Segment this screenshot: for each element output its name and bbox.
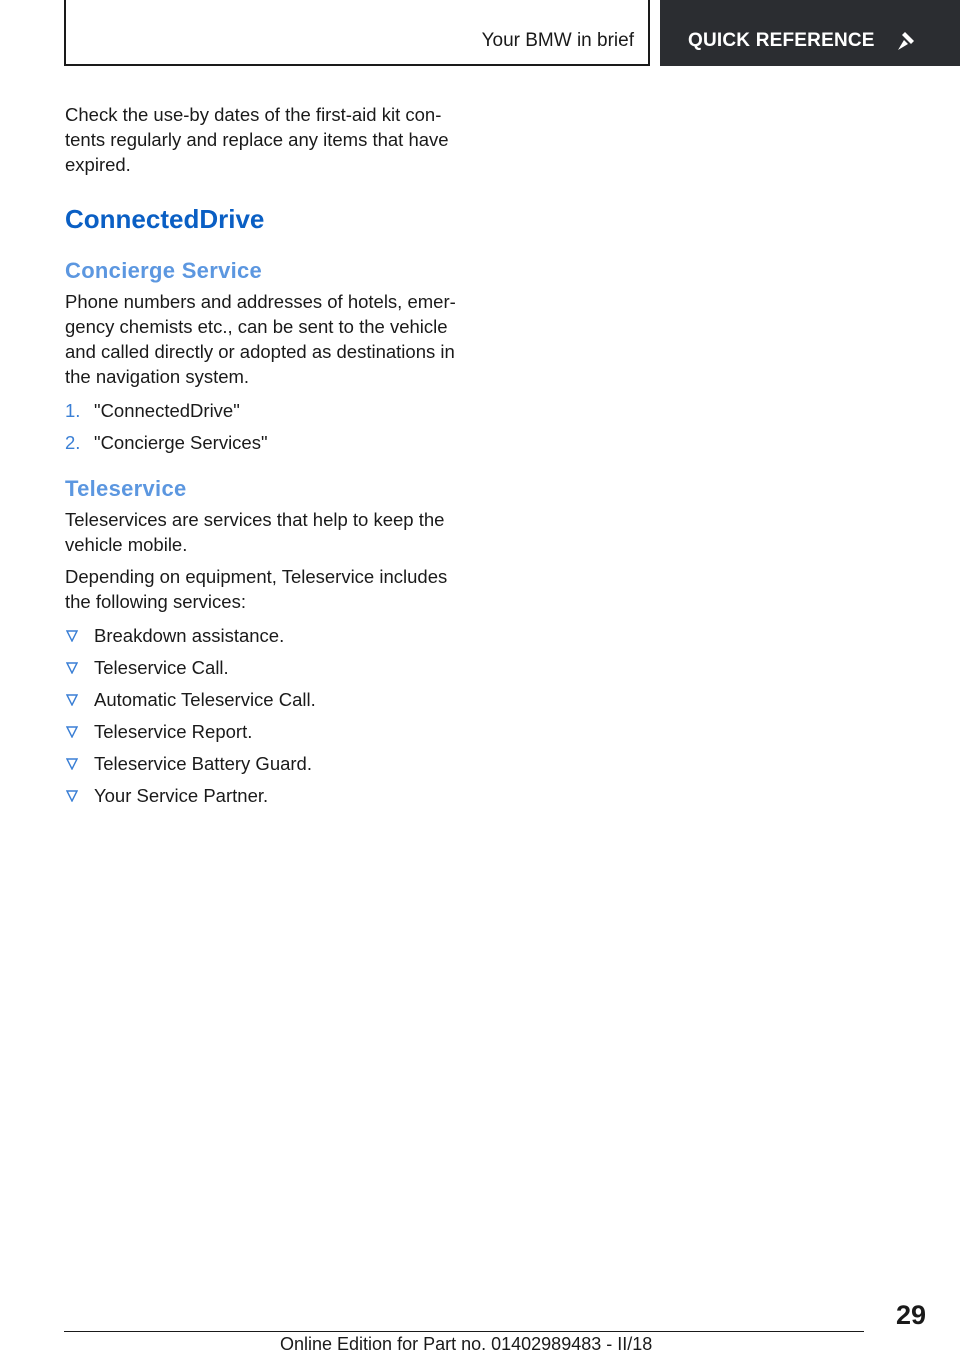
list-item-label: Teleservice Call. bbox=[94, 657, 229, 678]
step-label: "ConnectedDrive" bbox=[94, 400, 240, 421]
list-item-label: Automatic Teleservice Call. bbox=[94, 689, 316, 710]
page-number: 29 bbox=[895, 1300, 926, 1330]
teleservice-paragraph-1: Teleservices are services that help to keep the vehicle mobile. bbox=[65, 509, 445, 555]
list-item bbox=[65, 719, 470, 744]
list-item bbox=[65, 783, 470, 808]
list-item-label: Breakdown assistance. bbox=[94, 625, 285, 646]
concierge-paragraph: Phone numbers and addresses of hotels, emergency chemists etc., can be sent to the vehicle and called directly or adopted as destinations in the navigation system. bbox=[65, 291, 456, 387]
concierge-steps bbox=[65, 398, 470, 455]
header-box bbox=[64, 0, 650, 66]
footer-divider bbox=[64, 1331, 864, 1332]
step-label: "Concierge Services" bbox=[94, 432, 268, 453]
list-item-label: Teleservice Battery Guard. bbox=[94, 753, 312, 774]
triangle-bullet-icon bbox=[66, 758, 78, 770]
triangle-bullet-icon bbox=[66, 662, 78, 674]
list-item bbox=[65, 655, 470, 680]
step-item bbox=[65, 430, 470, 455]
triangle-bullet-icon bbox=[66, 694, 78, 706]
teleservice-paragraph-2: Depending on equipment, Teleservice includes the following services: bbox=[65, 566, 448, 612]
triangle-bullet-icon bbox=[66, 726, 78, 738]
page-content bbox=[65, 102, 470, 815]
list-item bbox=[65, 623, 470, 648]
teleservice-title: Teleservice bbox=[65, 476, 187, 501]
step-number: 2. bbox=[65, 432, 81, 453]
section-title: ConnectedDrive bbox=[65, 204, 265, 234]
list-item-label: Teleservice Report. bbox=[94, 721, 253, 742]
teleservice-list bbox=[65, 623, 470, 808]
chapter-title: Your BMW in brief bbox=[481, 30, 634, 51]
list-item-label: Your Service Partner. bbox=[94, 785, 269, 806]
intro-paragraph: Check the use-by dates of the first-aid kit contents regularly and replace any items that have expired. bbox=[65, 104, 449, 175]
quick-reference-icon bbox=[896, 30, 918, 52]
triangle-bullet-icon bbox=[66, 630, 78, 642]
step-item bbox=[65, 398, 470, 423]
triangle-bullet-icon bbox=[66, 790, 78, 802]
concierge-title: Concierge Service bbox=[65, 258, 263, 283]
quick-reference-tab[interactable] bbox=[660, 0, 960, 66]
step-number: 1. bbox=[65, 400, 81, 421]
footer-edition: Online Edition for Part no. 01402989483 - II/18 bbox=[280, 1334, 653, 1354]
list-item bbox=[65, 687, 470, 712]
quick-reference-label: QUICK REFERENCE bbox=[688, 30, 875, 51]
list-item bbox=[65, 751, 470, 776]
